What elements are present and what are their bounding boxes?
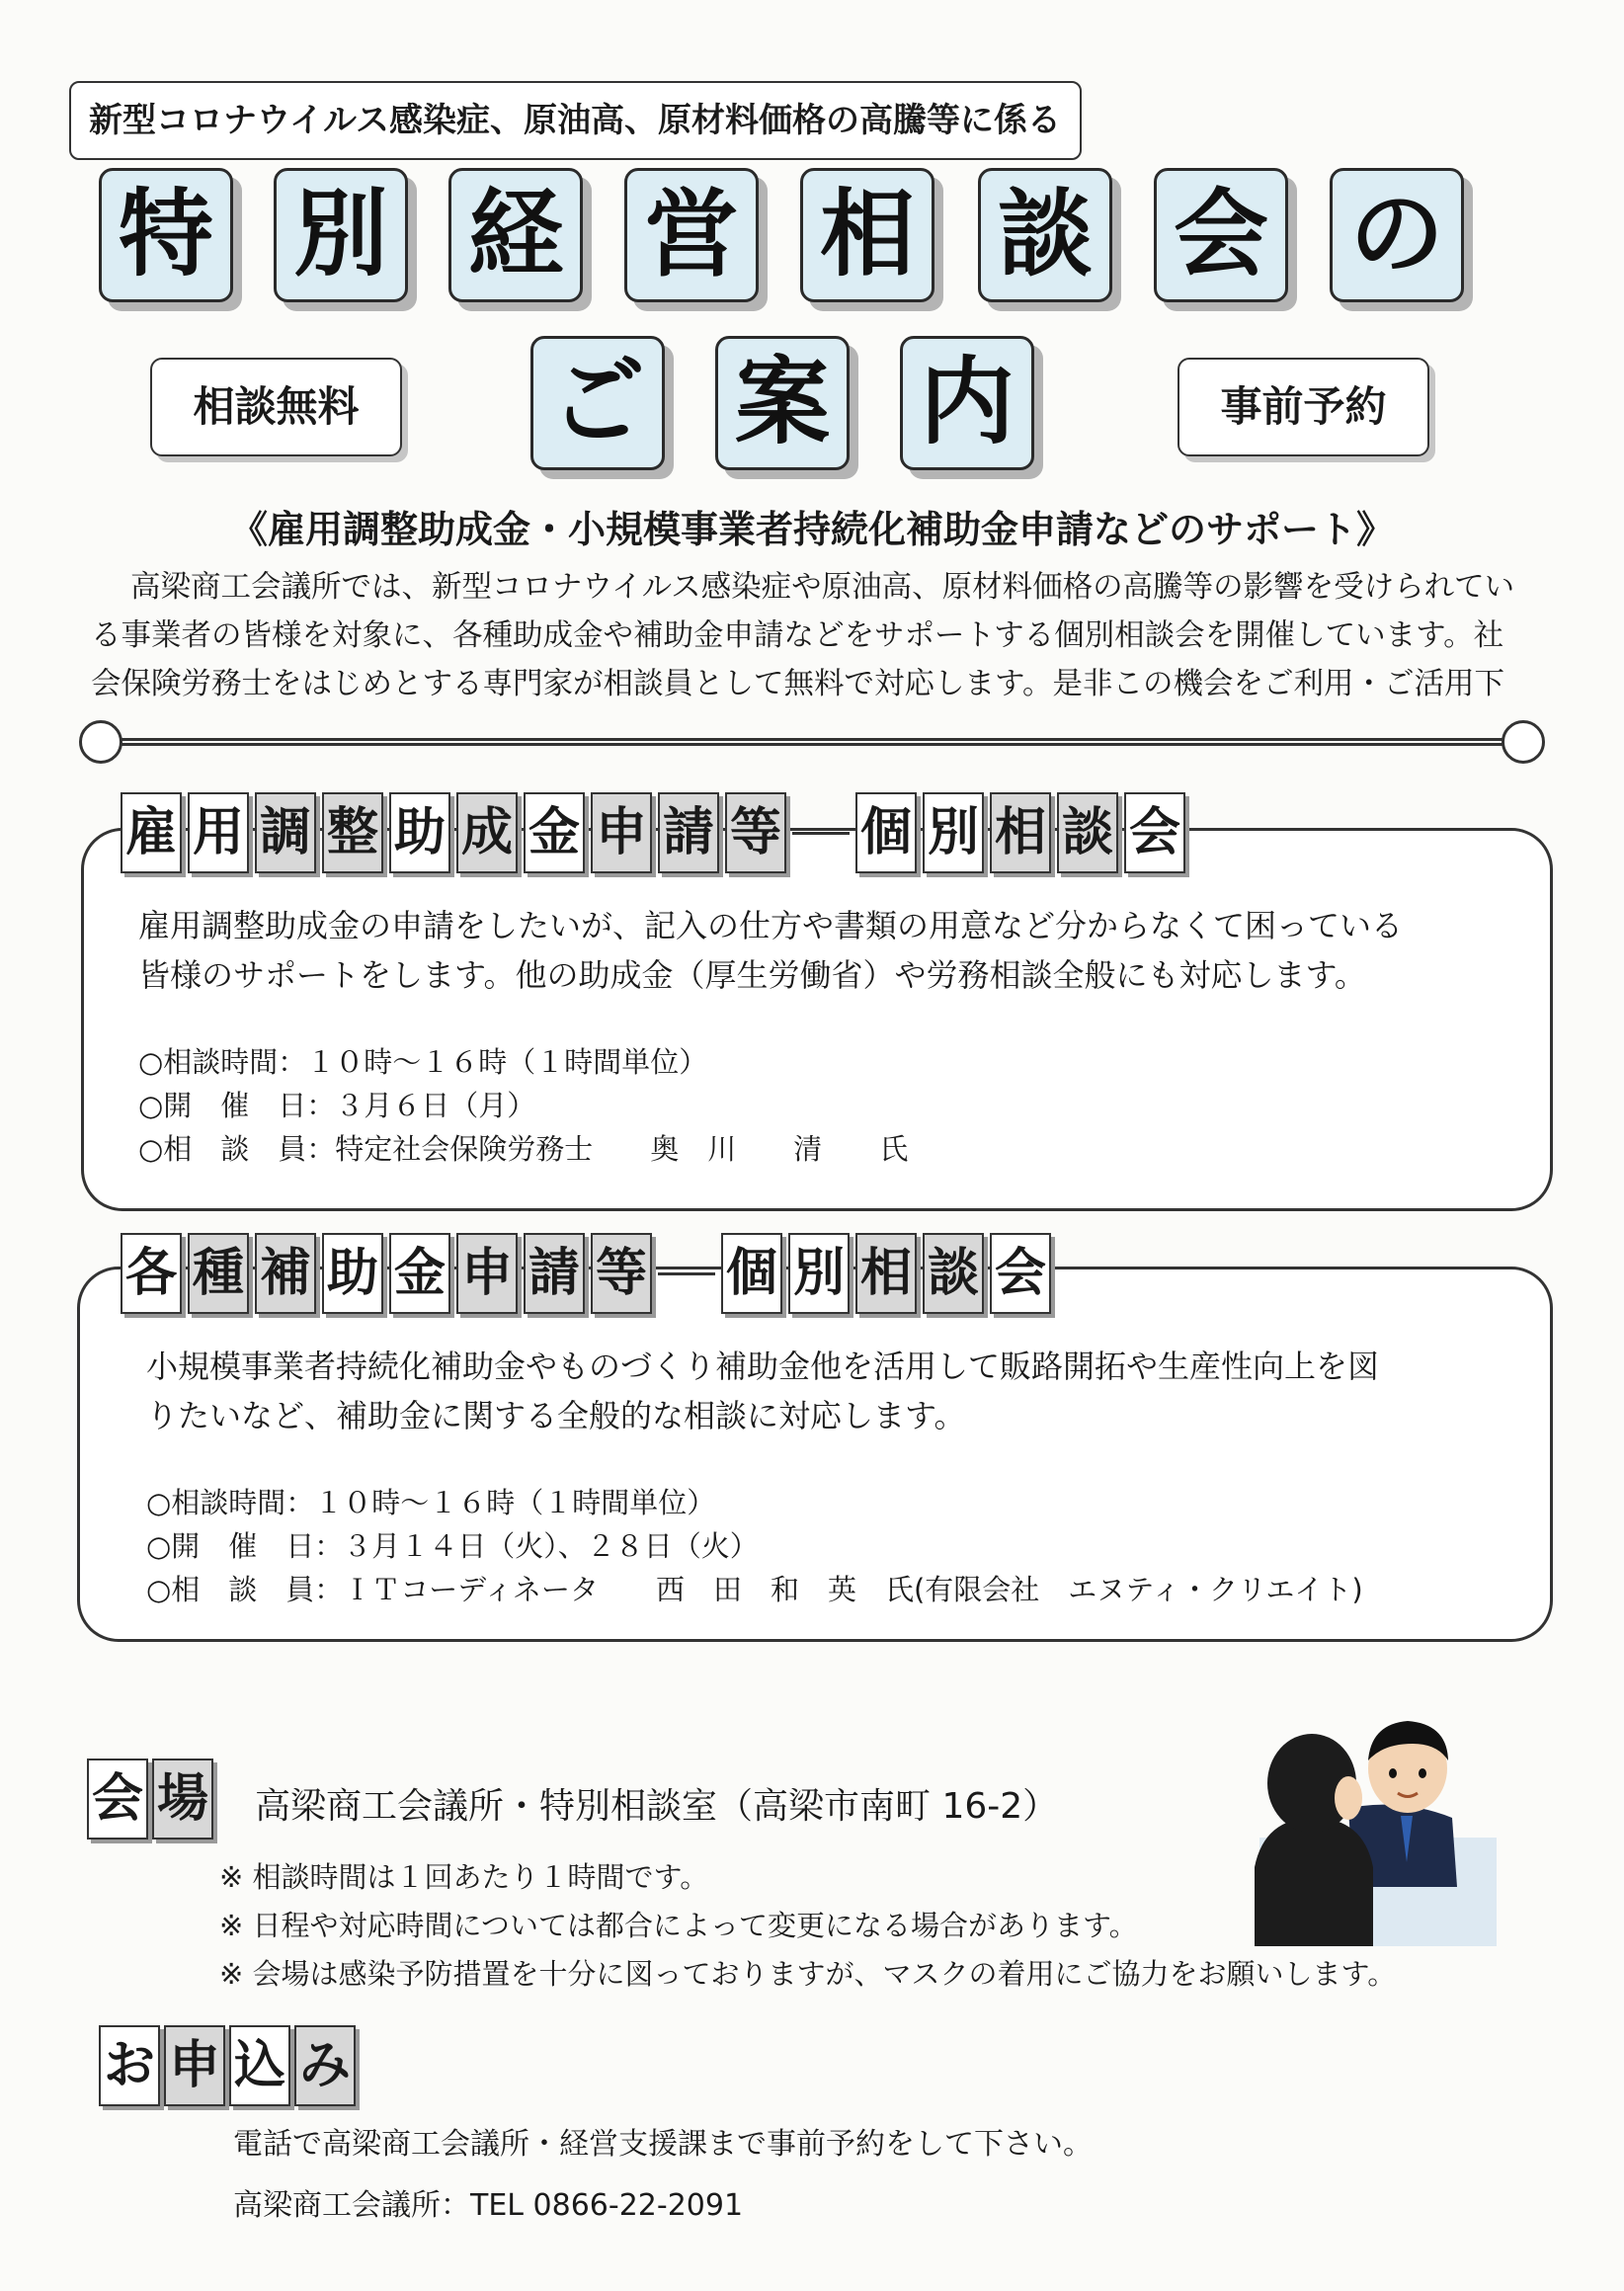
heading-char: 談 bbox=[923, 1233, 984, 1314]
title-char: 会 bbox=[1154, 168, 1288, 302]
title-char: 内 bbox=[900, 336, 1034, 470]
description-line: 皆様のサポートをします。他の助成金（厚生労働省）や労務相談全般にも対応します。 bbox=[138, 956, 1366, 994]
heading-char: 金 bbox=[389, 1233, 450, 1314]
venue-label-char: 会 bbox=[87, 1759, 148, 1840]
title-char: 営 bbox=[624, 168, 759, 302]
heading-char: 申 bbox=[591, 792, 652, 873]
consultation-illustration bbox=[1255, 1689, 1502, 1956]
heading-char: 会 bbox=[1124, 792, 1185, 873]
heading-connector bbox=[658, 1272, 715, 1275]
event-date: ○開 催 日：３月１４日（火）、２８日（火） bbox=[146, 1529, 759, 1563]
client-body bbox=[1255, 1818, 1373, 1946]
title-char: 経 bbox=[448, 168, 583, 302]
note-line: ※ 日程や対応時間については都合によって変更になる場合があります。 bbox=[219, 1909, 1138, 1942]
description-line: 雇用調整助成金の申請をしたいが、記入の仕方や書類の用意など分からなくて困っている bbox=[138, 907, 1404, 944]
section-1-heading bbox=[121, 790, 1191, 875]
apply-label-char: み bbox=[294, 2025, 356, 2106]
section-2-description bbox=[146, 1342, 1379, 1440]
event-date: ○開 催 日：３月６日（月） bbox=[138, 1089, 536, 1122]
heading-char: 等 bbox=[591, 1233, 652, 1314]
note-line: ※ 会場は感染予防措置を十分に図っておりますが、マスクの着用にご協力をお願いします。 bbox=[219, 1957, 1397, 1991]
venue-label-char: 場 bbox=[152, 1759, 213, 1840]
title-char: ご bbox=[530, 336, 665, 470]
advisor-eye bbox=[1419, 1768, 1426, 1778]
heading-char: 相 bbox=[855, 1233, 917, 1314]
apply-phone: 高梁商工会議所：TEL 0866-22-2091 bbox=[233, 2188, 744, 2223]
description-line: りたいなど、補助金に関する全般的な相談に対応します。 bbox=[146, 1397, 966, 1434]
heading-char: 申 bbox=[456, 1233, 518, 1314]
support-subtitle: 《雇用調整助成金・小規模事業者持続化補助金申請などのサポート》 bbox=[229, 508, 1394, 551]
venue-address: 高梁商工会議所・特別相談室（高梁市南町 16-2） bbox=[255, 1786, 1059, 1827]
heading-char: 相 bbox=[990, 792, 1051, 873]
heading-char: 整 bbox=[322, 792, 383, 873]
note-line: ※ 相談時間は１回あたり１時間です。 bbox=[219, 1860, 709, 1894]
heading-char: 調 bbox=[255, 792, 316, 873]
heading-char: 別 bbox=[923, 792, 984, 873]
advisor-eye bbox=[1389, 1768, 1397, 1778]
divider-left-circle bbox=[79, 720, 122, 764]
heading-char: 談 bbox=[1057, 792, 1118, 873]
intro-line: 高梁商工会議所では、新型コロナウイルス感染症や原油高、原材料価格の高騰等の影響を受けられてい bbox=[130, 570, 1515, 605]
apply-label-char: 込 bbox=[229, 2025, 290, 2106]
badge-free: 相談無料 bbox=[150, 358, 402, 456]
description-line: 小規模事業者持続化補助金やものづくり補助金他を活用して販路開拓や生産性向上を図 bbox=[146, 1348, 1380, 1385]
section-1-info bbox=[138, 1040, 908, 1171]
heading-char: 助 bbox=[389, 792, 450, 873]
divider bbox=[119, 738, 1521, 746]
apply-label-char: 申 bbox=[164, 2025, 225, 2106]
heading-char: 成 bbox=[456, 792, 518, 873]
title-char: 特 bbox=[99, 168, 233, 302]
subtitle-box: 新型コロナウイルス感染症、原油高、原材料価格の高騰等に係る bbox=[69, 81, 1082, 160]
intro-text bbox=[91, 563, 1533, 708]
venue-notes bbox=[219, 1853, 1396, 1999]
advisor: ○相 談 員：特定社会保険労務士 奥 川 清 氏 bbox=[138, 1132, 909, 1166]
badge-reservation: 事前予約 bbox=[1177, 358, 1429, 456]
apply-instruction: 電話で高梁商工会議所・経営支援課まで事前予約をして下さい。 bbox=[233, 2127, 1093, 2162]
intro-line: 会保険労務士をはじめとする専門家が相談員として無料で対応します。是非この機会をご利用・ご活用下 bbox=[91, 667, 1505, 701]
title-char: の bbox=[1330, 168, 1464, 302]
consult-time: ○相談時間：１０時～１６時（１時間単位） bbox=[138, 1045, 708, 1079]
section-1-description bbox=[138, 901, 1403, 1000]
heading-char: 雇 bbox=[121, 792, 182, 873]
heading-char: 会 bbox=[990, 1233, 1051, 1314]
title-char: 相 bbox=[800, 168, 934, 302]
heading-char: 種 bbox=[188, 1233, 249, 1314]
client-face bbox=[1335, 1776, 1362, 1820]
intro-line: る事業者の皆様を対象に、各種助成金や補助金申請などをサポートする個別相談会を開催しています。社 bbox=[91, 618, 1504, 653]
advisor: ○相 談 員：ＩＴコーディネータ 西 田 和 英 氏(有限会社 エヌティ・クリエイト) bbox=[146, 1573, 1363, 1606]
heading-connector bbox=[792, 832, 850, 835]
section-2-heading bbox=[121, 1231, 1057, 1316]
title-char: 談 bbox=[978, 168, 1112, 302]
heading-char: 個 bbox=[855, 792, 917, 873]
heading-char: 各 bbox=[121, 1233, 182, 1314]
divider-right-circle bbox=[1502, 720, 1545, 764]
apply-info bbox=[233, 2114, 1093, 2237]
heading-char: 請 bbox=[658, 792, 719, 873]
heading-char: 個 bbox=[721, 1233, 782, 1314]
consult-time: ○相談時間：１０時～１６時（１時間単位） bbox=[146, 1486, 716, 1519]
section-2-info bbox=[146, 1481, 1363, 1611]
heading-char: 用 bbox=[188, 792, 249, 873]
apply-label bbox=[99, 2025, 360, 2106]
heading-char: 補 bbox=[255, 1233, 316, 1314]
heading-char: 別 bbox=[788, 1233, 850, 1314]
title-char: 案 bbox=[715, 336, 850, 470]
heading-char: 金 bbox=[524, 792, 585, 873]
venue-label bbox=[87, 1759, 217, 1840]
heading-char: 等 bbox=[725, 792, 786, 873]
apply-label-char: お bbox=[99, 2025, 160, 2106]
heading-char: 請 bbox=[524, 1233, 585, 1314]
heading-char: 助 bbox=[322, 1233, 383, 1314]
title-char: 別 bbox=[274, 168, 408, 302]
